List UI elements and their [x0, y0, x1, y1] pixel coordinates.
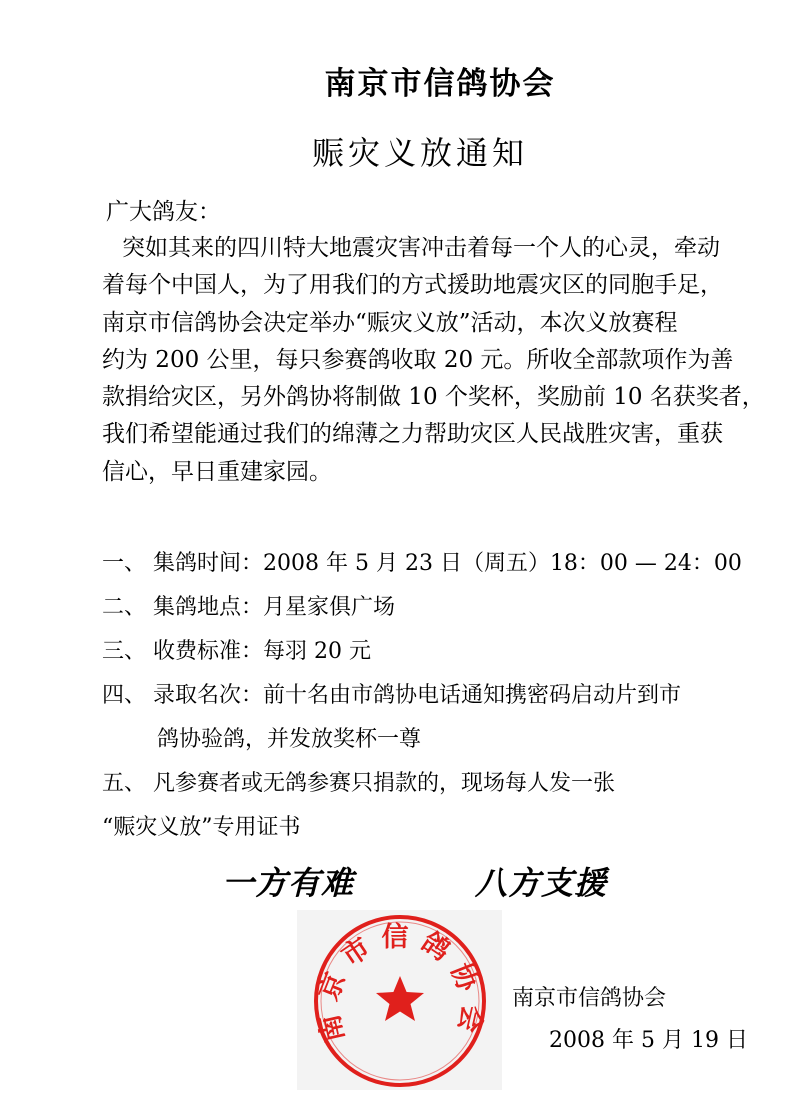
- body-line: 款捐给灾区，另外鸽协将制做 10 个奖杯，奖励前 10 名获奖者，: [102, 384, 765, 411]
- salutation: 广大鸽友：: [106, 199, 221, 225]
- signature-organization: 南京市信鸽协会: [512, 986, 667, 1011]
- item-gathering-place: 二、 集鸽地点：月星家俱广场: [102, 595, 395, 620]
- item-ranking: 四、 录取名次：前十名由市鸽协电话通知携密码启动片到市: [102, 683, 681, 708]
- slogan-left: 一方有难: [222, 864, 355, 902]
- seal-text-path: 南京市信鸽协会: [312, 921, 488, 1045]
- slogan-right: 八方支援: [475, 864, 608, 902]
- notice-title: 赈灾义放通知: [311, 134, 528, 172]
- item-ranking-continued: 鸽协验鸽，并发放奖杯一尊: [157, 727, 422, 752]
- organization-header: 南京市信鸽协会: [324, 66, 556, 102]
- body-paragraph: [102, 230, 792, 491]
- item-fee-standard: 三、 收费标准：每羽 20 元: [102, 639, 371, 664]
- seal-star-icon: [376, 976, 424, 1021]
- body-line: 着每个中国人，为了用我们的方式援助地震灾区的同胞手足，: [102, 272, 723, 299]
- body-line: 约为 200 公里，每只参赛鸽收取 20 元。所收全部款项作为善: [102, 346, 734, 373]
- body-line: 信心，早日重建家园。: [102, 458, 332, 485]
- signature-date: 2008 年 5 月 19 日: [549, 1028, 748, 1053]
- body-line: 南京市信鸽协会决定举办“赈灾义放”活动，本次义放赛程: [102, 309, 678, 336]
- item-certificate: 五、 凡参赛者或无鸽参赛只捐款的，现场每人发一张: [102, 771, 615, 796]
- body-line: 突如其来的四川特大地震灾害冲击着每一个人的心灵，牵动: [122, 235, 720, 261]
- item-certificate-continued: “赈灾义放”专用证书: [102, 815, 301, 840]
- body-line: 我们希望能通过我们的绵薄之力帮助灾区人民战胜灾害，重获: [102, 421, 723, 448]
- official-seal: [311, 912, 489, 1090]
- item-gathering-time: 一、 集鸽时间：2008 年 5 月 23 日（周五）18：00 — 24：00: [102, 551, 742, 576]
